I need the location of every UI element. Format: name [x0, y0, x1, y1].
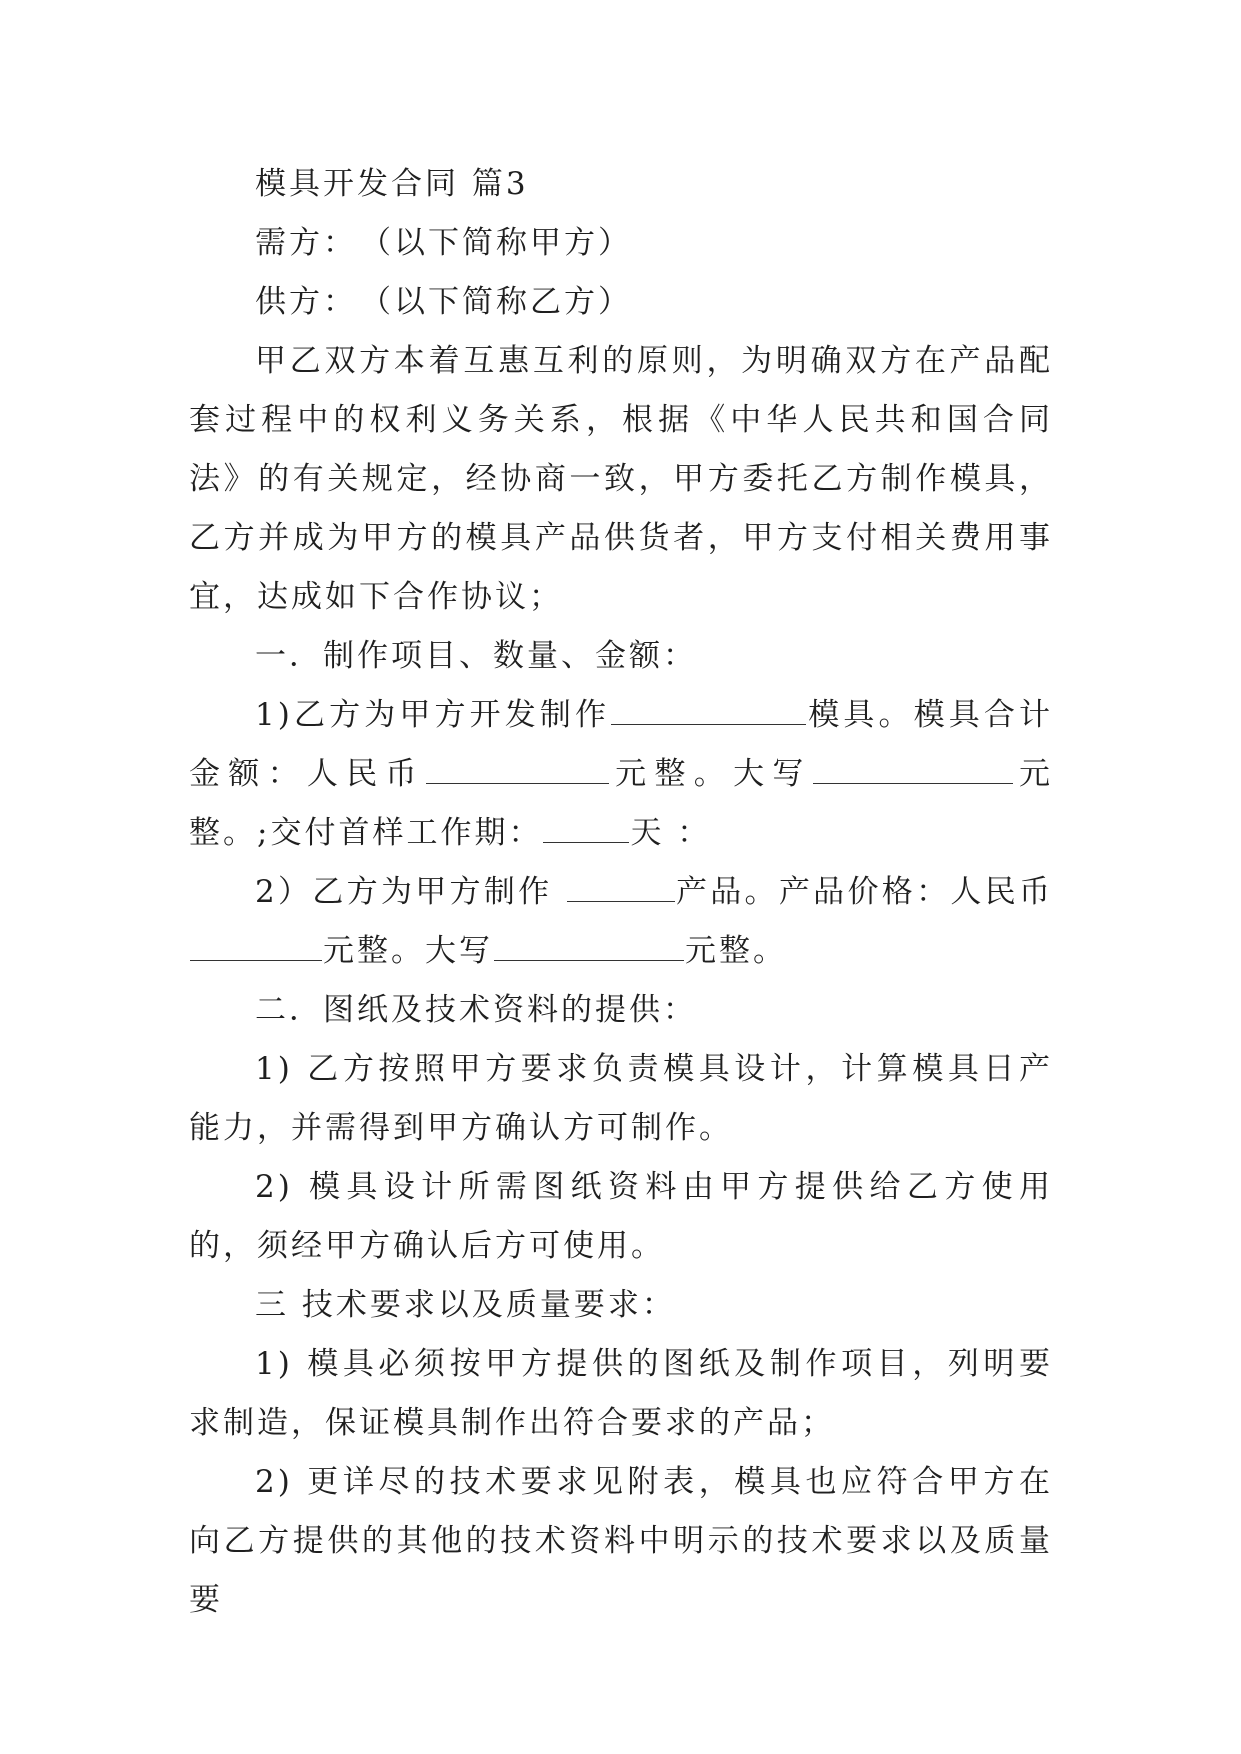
item-1-2-text-b: 产品。产品价格：人民币: [675, 874, 1054, 910]
mold-amount-uppercase-blank[interactable]: [813, 753, 1013, 784]
section-2-heading: 二．图纸及技术资料的提供：: [255, 992, 697, 1028]
item-1-1-text-e: 天 ：: [630, 815, 712, 851]
sample-days-blank[interactable]: [543, 812, 629, 843]
section-3-heading: 三 技术要求以及质量要求：: [255, 1287, 676, 1323]
mold-name-blank[interactable]: [611, 694, 806, 725]
item-1-1-text-a: 1)乙方为甲方开发制作: [255, 697, 611, 733]
mold-amount-blank[interactable]: [426, 753, 609, 784]
item-3-1-paragraph: 1) 模具必须按甲方提供的图纸及制作项目，列明要求制造，保证模具制作出符合要求的产品；: [189, 1346, 1053, 1441]
item-1-2-paragraph: [189, 863, 1053, 981]
item-1-2-text-a: 2）乙方为甲方制作: [255, 874, 566, 910]
item-1-1-text-b: 模具。模具合计金额：人民币: [189, 697, 1054, 792]
section-1-heading: 一．制作项目、数量、金额：: [255, 638, 697, 674]
item-2-2-paragraph: 2) 模具设计所需图纸资料由甲方提供给乙方使用的，须经甲方确认后方可使用。: [189, 1169, 1053, 1264]
document-title: 模具开发合同 篇3: [255, 166, 529, 202]
item-1-1-text-d: 元整。;交付首样工作期：: [189, 756, 1054, 851]
product-price-blank[interactable]: [190, 930, 322, 961]
item-2-1-paragraph: 1) 乙方按照甲方要求负责模具设计，计算模具日产能力，并需得到甲方确认方可制作。: [189, 1051, 1053, 1146]
document-body: [189, 155, 1053, 1630]
item-1-2-text-c: 元整。大写: [323, 933, 493, 969]
item-3-2-paragraph: 2) 更详尽的技术要求见附表，模具也应符合甲方在向乙方提供的其他的技术资料中明示的技术要求以及质量要: [189, 1464, 1053, 1618]
item-1-2-text-d: 元整。: [685, 933, 787, 969]
item-1-1-text-c: 元整。大写: [609, 756, 812, 792]
product-name-blank[interactable]: [567, 871, 675, 902]
item-1-1-paragraph: [189, 686, 1053, 863]
demand-party-line: 需方： （以下简称甲方）: [255, 225, 632, 261]
supply-party-line: 供方： （以下简称乙方）: [255, 284, 632, 320]
preamble-paragraph: 甲乙双方本着互惠互利的原则，为明确双方在产品配套过程中的权利义务关系，根据《中华人民共和国合同法》的有关规定，经协商一致，甲方委托乙方制作模具，乙方并成为甲方的模具产品供货者，甲方支付相关费用事宜，达成如下合作协议；: [189, 343, 1053, 615]
product-price-uppercase-blank[interactable]: [494, 930, 684, 961]
